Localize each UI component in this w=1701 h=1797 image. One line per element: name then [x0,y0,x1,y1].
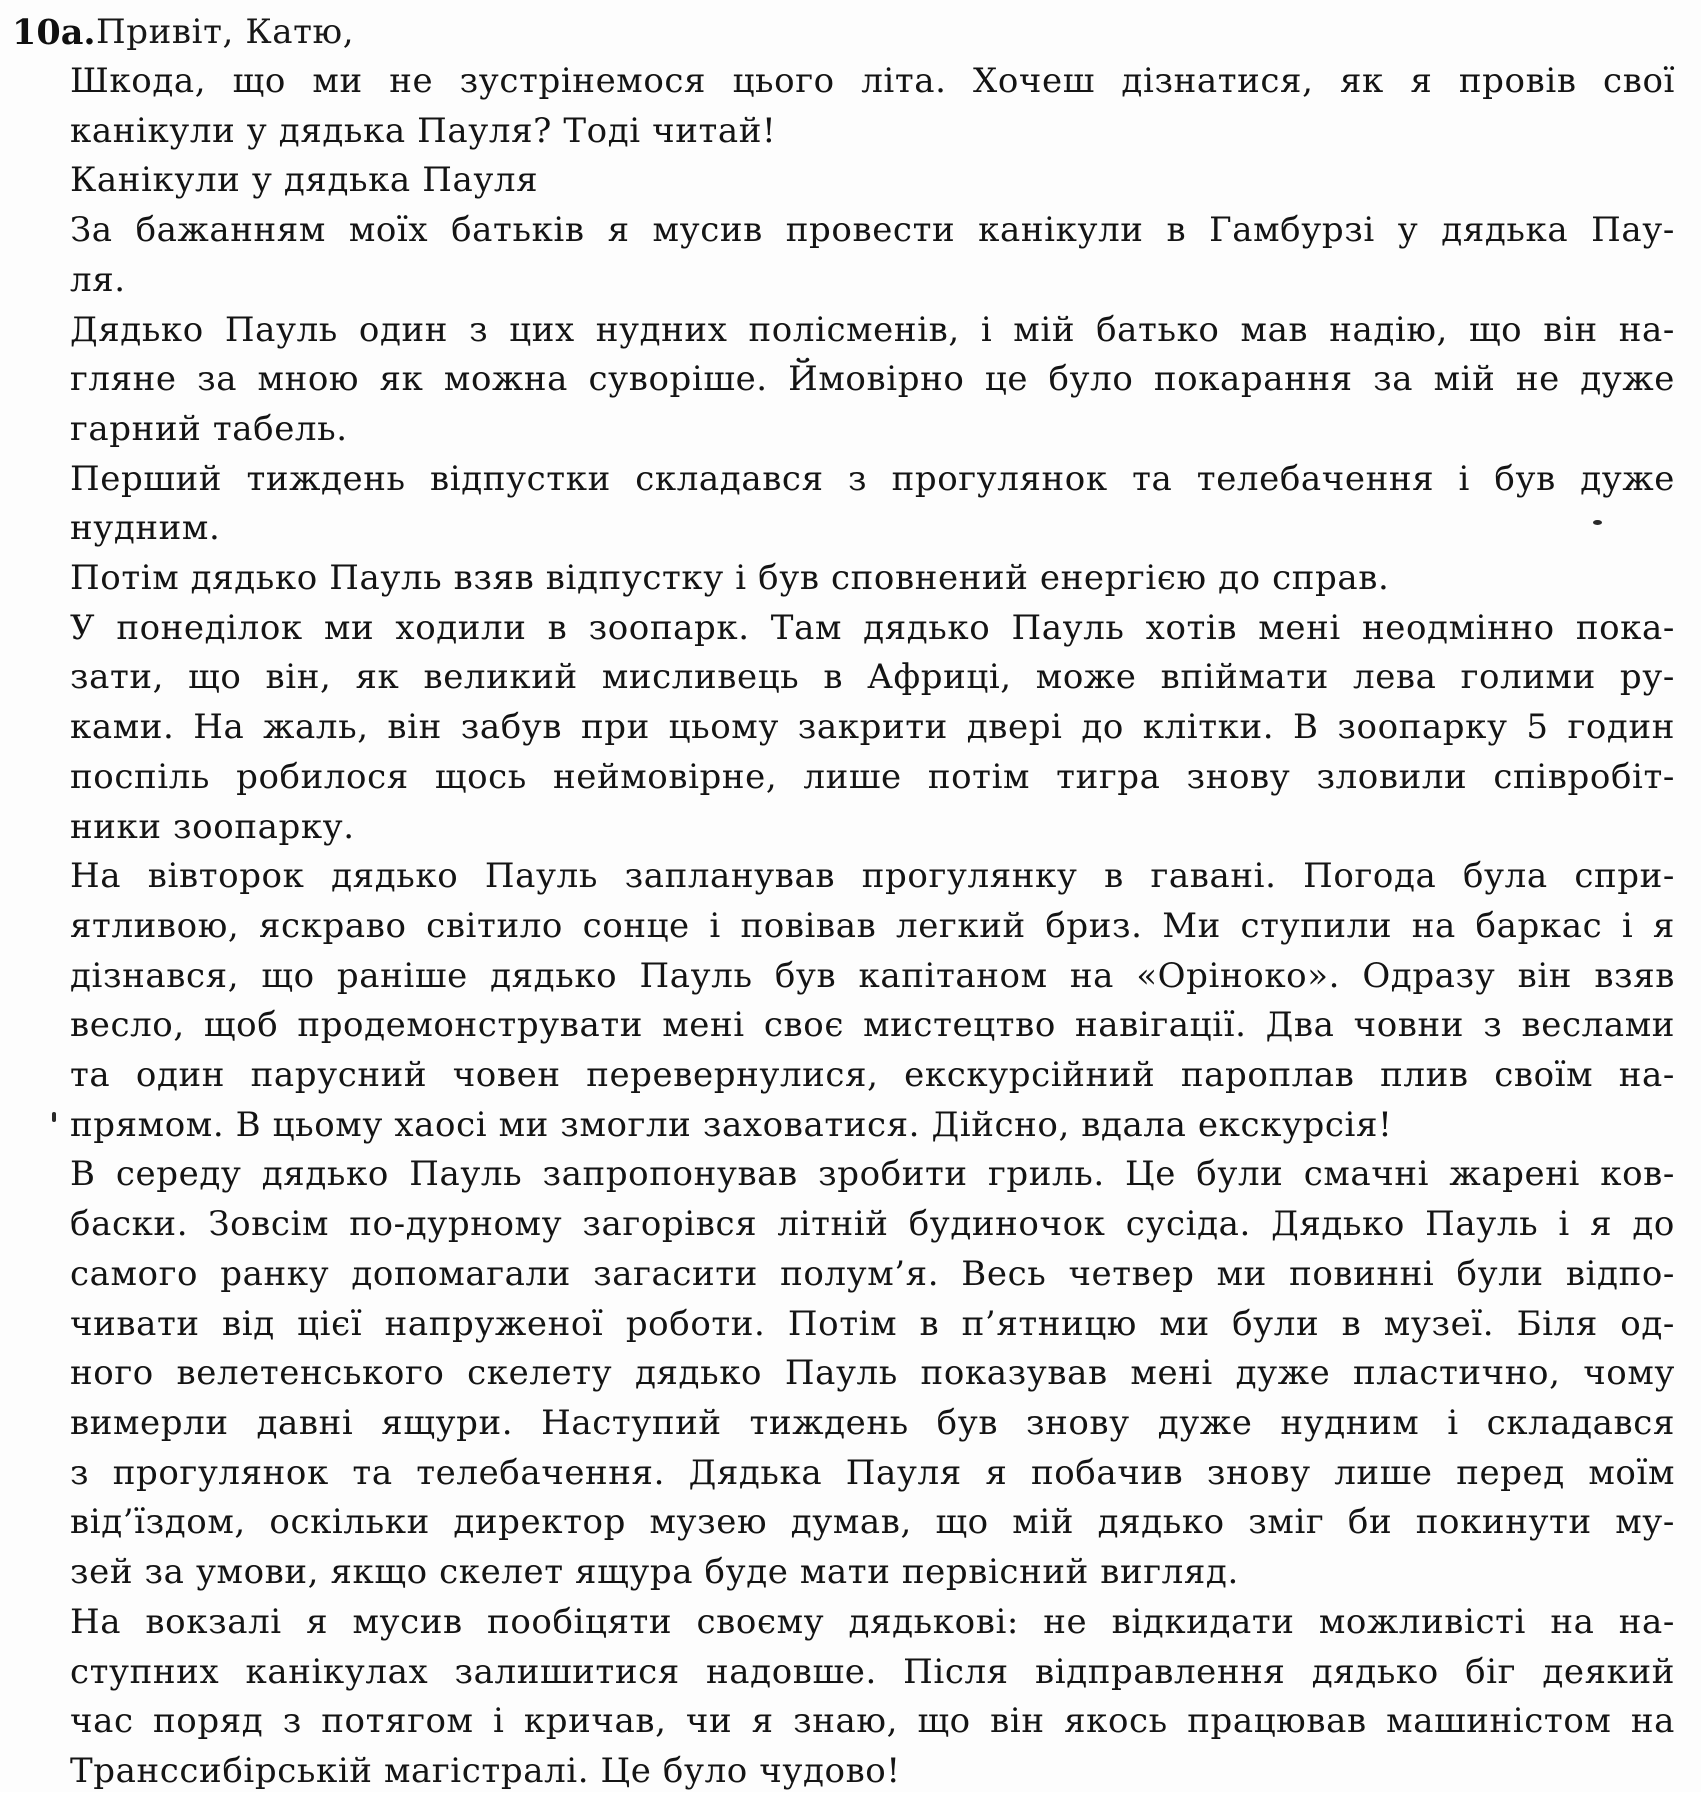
letter-line: ники зоопарку. [70,806,355,847]
letter-line: ного велетенського скелету дядько Пауль показував мені дуже пластично, чому [70,1353,1675,1394]
letter-greeting: Привіт, Катю, [96,12,355,52]
letter-line: та один парусний човен перевернулися, екскурсійний пароплав плив своїм на- [70,1055,1675,1096]
letter-line: гляне за мною як можна суворіше. Ймовірно це було покарання за мій не дуже [70,359,1675,400]
letter-line: нудним. [70,508,221,549]
letter-line: Потім дядько Пауль взяв відпустку і був сповнений енергією до справ. [70,558,1390,599]
letter-line: ля. [70,259,126,300]
letter-line: вимерли давні ящури. Наступий тиждень був знову дуже нудним і складався [70,1402,1675,1443]
letter-line: час поряд з потягом і кричав, чи я знаю, що він якось працював машиністом на [70,1701,1675,1742]
letter-line: ступних канікулах залишитися надовше. Після відправлення дядько біг деякий [70,1651,1675,1692]
ink-speck [1593,520,1602,525]
ink-speck [52,1112,56,1122]
letter-line: зей за умови, якщо скелет ящура буде мати первісний вигляд. [70,1552,1239,1593]
letter-body [70,57,1675,1797]
letter-line: гарний табель. [70,408,348,449]
letter-line: За бажанням моїх батьків я мусив провести канікули в Гамбурзі у дядька Пау- [70,210,1675,251]
letter-line: ятливою, яскраво світило сонце і повівав легкий бриз. Ми ступили на баркас і я [70,905,1675,946]
letter-line: На вокзалі я мусив пообіцяти своєму дядькові: не відкидати можливісті на на- [70,1601,1675,1642]
letter-line: Транссибірській магістралі. Це було чудово! [70,1750,901,1791]
letter-line: В середу дядько Пауль запропонував зробити гриль. Це були смачні жарені ков- [70,1154,1675,1195]
letter-line: Дядько Пауль один з цих нудних полісменів, і мій батько мав надію, що він на- [70,309,1675,350]
letter-line: дізнався, що раніше дядько Пауль був капітаном на «Оріноко». Одразу він взяв [70,955,1675,996]
letter-line: зати, що він, як великий мисливець в Африці, може впіймати лева голими ру- [70,657,1675,698]
letter-line: поспіль робилося щось неймовірне, лише потім тигра знову зловили співробіт- [70,756,1675,797]
letter-line: з прогулянок та телебачення. Дядька Пауля я побачив знову лише перед моїм [70,1452,1675,1493]
task-number: 10a. [12,12,96,53]
letter-line: канікули у дядька Пауля? Тоді читай! [70,110,777,151]
letter-line: У понеділок ми ходили в зоопарк. Там дядько Пауль хотів мені неодмінно пока- [70,607,1675,648]
letter-title: Канікули у дядька Пауля [70,160,539,201]
letter-line: Перший тиждень відпустки складався з прогулянок та телебачення і був дуже [70,458,1675,499]
letter-line: баски. Зовсім по-дурному загорівся літній будиночок сусіда. Дядько Пауль і я до [70,1204,1675,1245]
letter-line: прямом. В цьому хаосі ми змогли заховатися. Дійсно, вдала екскурсія! [70,1104,1393,1145]
letter-line: весло, щоб продемонструвати мені своє мистецтво навігації. Два човни з веслами [70,1005,1675,1046]
letter-line: На вівторок дядько Пауль запланував прогулянку в гавані. Погода була спри- [70,856,1675,897]
letter-line: чивати від цієї напруженої роботи. Потім в п’ятницю ми були в музеї. Біля од- [70,1303,1675,1344]
letter-line: самого ранку допомагали загасити полум’я. Весь четвер ми повинні були відпо- [70,1253,1675,1294]
letter-line: від’їздом, оскільки директор музею думав, що мій дядько зміг би покинути му- [70,1502,1675,1543]
letter-line: ками. На жаль, він забув при цьому закрити двері до клітки. В зоопарку 5 годин [70,707,1675,748]
letter-line: Шкода, що ми не зустрінемося цього літа. Хочеш дізнатися, як я провів свої [70,61,1675,101]
